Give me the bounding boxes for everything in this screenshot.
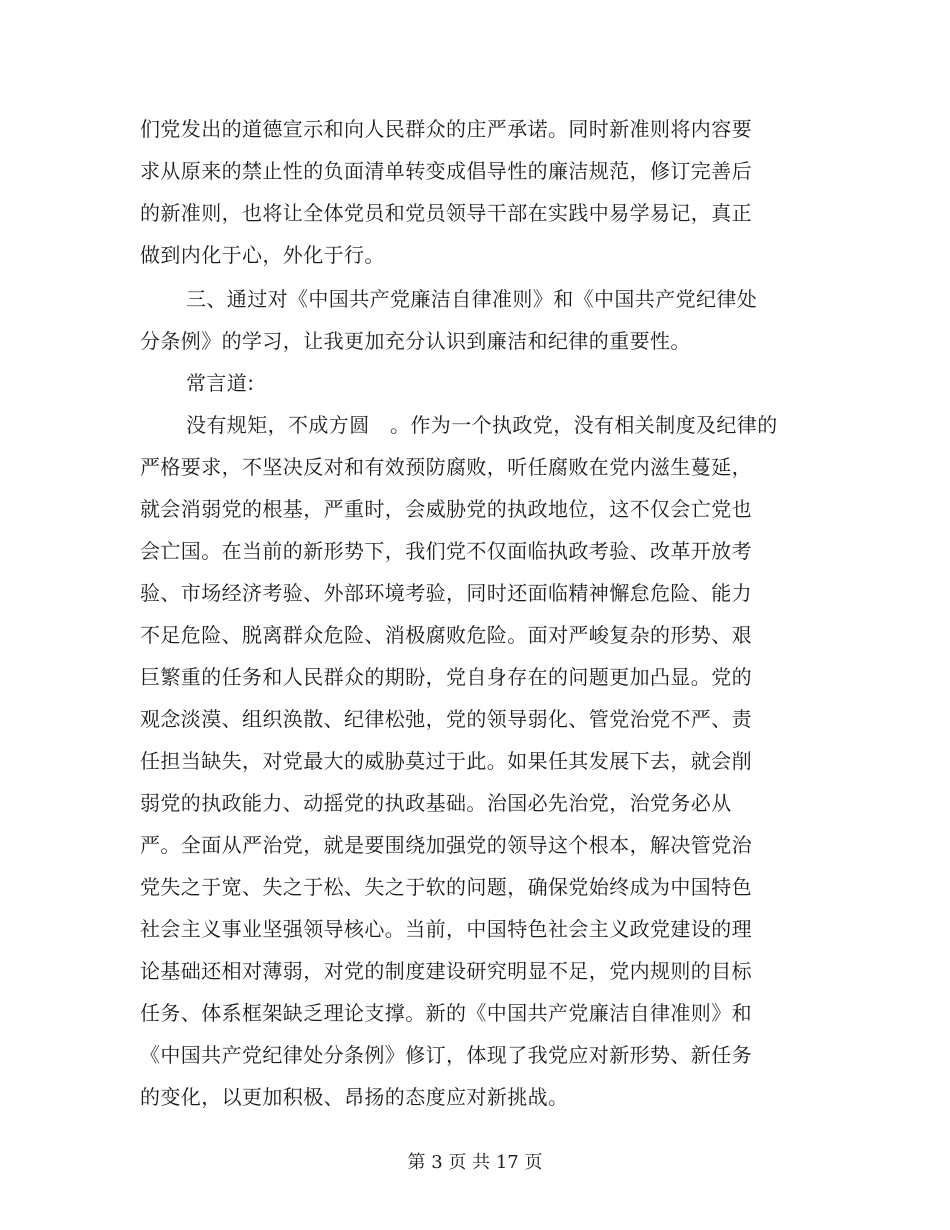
text-line: 社会主义事业坚强领导核心。当前，中国特色社会主义政党建设的理 <box>140 917 752 941</box>
text-line: 做到内化于心，外化于行。 <box>140 243 385 267</box>
text-line: 求从原来的禁止性的负面清单转变成倡导性的廉洁规范，修订完善后 <box>140 159 752 183</box>
text-line: 常言道: <box>186 371 255 395</box>
text-line: 《中国共产党纪律处分条例》修订，体现了我党应对新形势、新任务 <box>140 1043 752 1067</box>
text-line: 的变化，以更加积极、昂扬的态度应对新挑战。 <box>140 1085 569 1109</box>
text-line: 会亡国。在当前的新形势下，我们党不仅面临执政考验、改革开放考 <box>140 539 752 563</box>
text-line: 就会消弱党的根基，严重时，会威胁党的执政地位，这不仅会亡党也 <box>140 497 752 521</box>
text-line: 论基础还相对薄弱，对党的制度建设研究明显不足，党内规则的目标 <box>140 959 752 983</box>
text-line: 验、市场经济考验、外部环境考验，同时还面临精神懈怠危险、能力 <box>140 581 752 605</box>
text-line: 分条例》的学习，让我更加充分认识到廉洁和纪律的重要性。 <box>140 329 691 353</box>
text-line: 巨繁重的任务和人民群众的期盼，党自身存在的问题更加凸显。党的 <box>140 665 752 689</box>
text-line: 严。全面从严治党，就是要围绕加强党的领导这个根本，解决管党治 <box>140 833 752 857</box>
text-line: 弱党的执政能力、动摇党的执政基础。治国必先治党，治党务必从 <box>140 791 732 815</box>
text-line: 不足危险、脱离群众危险、消极腐败危险。面对严峻复杂的形势、艰 <box>140 623 752 647</box>
text-line: 任担当缺失，对党最大的威胁莫过于此。如果任其发展下去，就会削 <box>140 749 752 773</box>
text-line: 没有规矩，不成方圆 。作为一个执政党，没有相关制度及纪律的 <box>186 413 778 437</box>
text-line: 党失之于宽、失之于松、失之于软的问题，确保党始终成为中国特色 <box>140 875 752 899</box>
text-line: 的新准则，也将让全体党员和党员领导干部在实践中易学易记，真正 <box>140 201 752 225</box>
page-number-footer: 第 3 页 共 17 页 <box>407 1152 543 1173</box>
text-line: 三、通过对《中国共产党廉洁自律准则》和《中国共产党纪律处 <box>186 287 758 311</box>
text-line: 们党发出的道德宣示和向人民群众的庄严承诺。同时新准则将内容要 <box>140 117 752 141</box>
text-line: 观念淡漠、组织涣散、纪律松弛，党的领导弱化、管党治党不严、责 <box>140 707 752 731</box>
text-line: 任务、体系框架缺乏理论支撑。新的《中国共产党廉洁自律准则》和 <box>140 1001 752 1025</box>
text-line: 严格要求，不坚决反对和有效预防腐败，听任腐败在党内滋生蔓延， <box>140 455 752 479</box>
